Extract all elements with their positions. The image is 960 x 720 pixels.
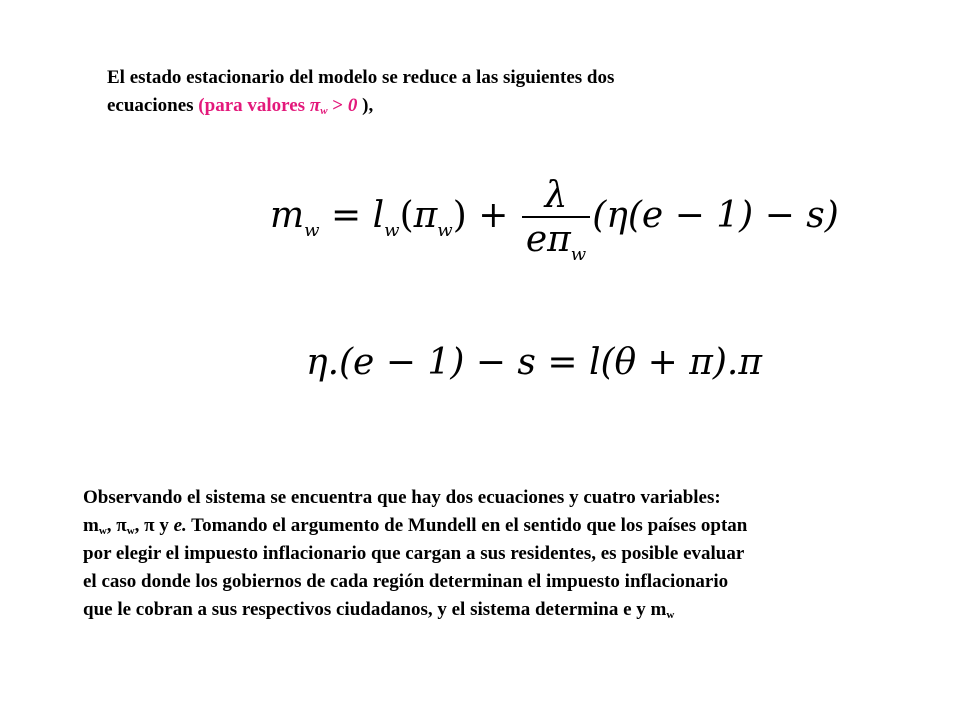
paragraph-line-1: Observando el sistema se encuentra que hay dos ecuaciones y cuatro variables: xyxy=(83,487,721,508)
equation-2: η.(e − 1) − s = l(θ + π).π xyxy=(306,342,763,383)
intro-line-1: El estado estacionario del modelo se reduce a las siguientes dos xyxy=(107,67,615,88)
paragraph-line-5: que le cobran a sus respectivos ciudadanos, y el sistema determina e y $m_w$ xyxy=(83,599,675,621)
fraction-denominator: $e\pi_w$ xyxy=(525,219,587,265)
intro-line-2-start: ecuaciones xyxy=(107,95,199,116)
intro-text: El estado estacionario del modelo se reduce a las siguientes dos ecuaciones (para valores $\pi_w > 0$ ), xyxy=(107,67,615,117)
explanation-paragraph xyxy=(83,484,923,624)
positivity-condition: (para valores $\pi_w > 0$ xyxy=(198,95,358,117)
paragraph-line-2: $m_w$, $\pi_w$, π y e. Tomando el argumento de Mundell en el sentido que los países optan xyxy=(83,515,748,537)
paragraph-line-3: por elegir el impuesto inflacionario que cargan a sus residentes, es posible evaluar xyxy=(83,543,745,564)
paragraph-line-4: el caso donde los gobiernos de cada región determinan el impuesto inflacionario xyxy=(83,571,729,592)
equation-1-fraction xyxy=(522,175,590,265)
equation-1: $m_w = l_w(\pi_w)$ + $\frac{\lambda}{e\pi_w}$ (η(e − 1) − s) xyxy=(270,175,839,265)
lambda-numerator: λ xyxy=(544,175,568,216)
